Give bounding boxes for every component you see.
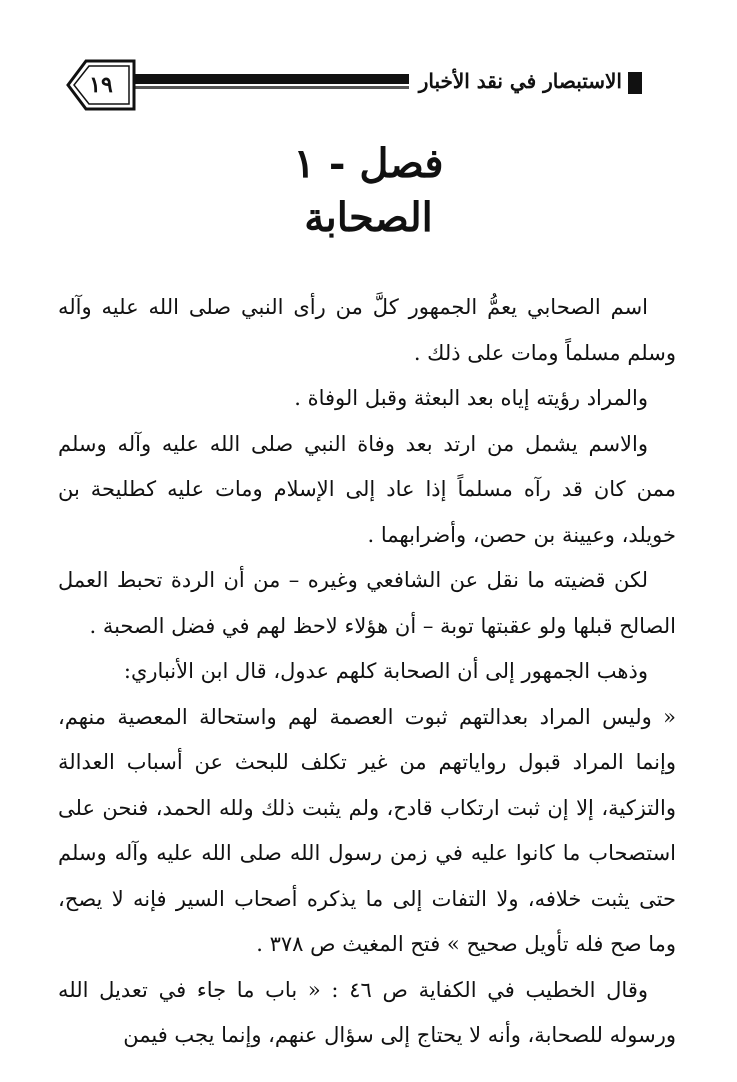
paragraph: لكن قضيته ما نقل عن الشافعي وغيره – من أن الردة تحبط العمل الصالح قبلها ولو عقبتها توبة – أن هؤلاء لاحظ لهم في فضل الصحبة . [58, 568, 676, 638]
paragraph: والمراد رؤيته إياه بعد البعثة وقبل الوفاة . [294, 386, 648, 410]
chapter-title: الصحابة [304, 194, 433, 241]
paragraph: والاسم يشمل من ارتد بعد وفاة النبي صلى الله عليه وآله وسلم ممن كان قد رآه مسلماً إذا عاد إلى الإسلام ومات عليه كطليحة بن خويلد، وعيينة بن حصن، وأضرابهما . [58, 431, 676, 547]
book-title: الاستبصار في نقد الأخبار [409, 64, 652, 98]
paragraph: وقال الخطيب في الكفاية ص ٤٦ : « باب ما جاء في تعديل الله ورسوله للصحابة، وأنه لا يحتاج إلى سؤال عنهم، وإنما يجب فيمن [58, 977, 676, 1047]
chapter-number: فصل - ١ [293, 140, 444, 187]
page-number-badge [62, 58, 140, 112]
body-text [58, 285, 676, 1059]
quote-paragraph: « وليس المراد بعدالتهم ثبوت العصمة لهم واستحالة المعصية منهم، وإنما المراد قبول رواياتهم من غير تكلف للبحث عن أسباب العدالة والتزكية، إلا إن ثبت ارتكاب قادح، ولم يثبت ذلك ولله الحمد، فنحن على استصحاب ما كانوا عليه في زمن رسول الله صلى الله عليه وآله وسلم حتى يثبت خلافه، ولا التفات إلى ما يذكره أصحاب السير فإنه لا يصح، وما صح فله تأويل صحيح » فتح المغيث ص ٣٧٨ . [58, 704, 676, 956]
page-number: ١٩ [89, 72, 113, 98]
running-header [58, 58, 658, 114]
paragraph: وذهب الجمهور إلى أن الصحابة كلهم عدول، قال ابن الأنباري: [123, 659, 648, 683]
chapter-heading-block [0, 140, 737, 246]
paragraph: اسم الصحابي يعمُّ الجمهور كلَّ من رأى النبي صلى الله عليه وآله وسلم مسلماً ومات على ذلك . [58, 295, 676, 365]
